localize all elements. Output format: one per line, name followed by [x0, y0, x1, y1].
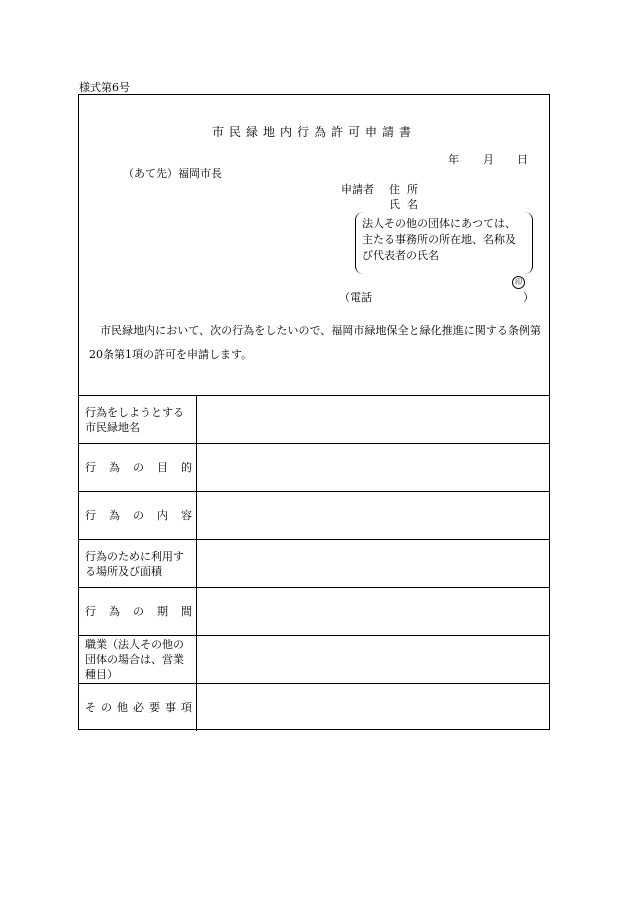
row-label: [79, 492, 197, 539]
phone-label: （電話: [339, 291, 372, 304]
row-label-text: 行為の内容: [85, 509, 192, 522]
table-row: [79, 443, 549, 491]
table-row: [79, 635, 549, 683]
application-statement: 市民緑地内において、次の行為をしたいので、福岡市緑地保全と緑化推進に関する条例第20条第1項の許可を申請します。: [89, 324, 541, 361]
content-field[interactable]: [197, 492, 549, 539]
applicant-label: 申請者: [341, 183, 374, 196]
form-number: 様式第6号: [79, 81, 130, 94]
row-label: [79, 588, 197, 635]
row-label-text: 職業（法人その他の団体の場合は、営業種目）: [85, 638, 184, 681]
date-day-label: 日: [517, 153, 528, 166]
corporate-note-line: 法人その他の団体にあつては、: [362, 217, 516, 230]
row-label-text: 行為のために利用する場所及び面積: [85, 549, 184, 578]
row-label-text: 行為の目的: [85, 461, 192, 474]
application-details-table: [79, 395, 549, 731]
name-label: 氏名: [389, 198, 425, 211]
corporate-note: [362, 216, 516, 264]
period-field[interactable]: [197, 588, 549, 635]
occupation-field[interactable]: [197, 636, 549, 683]
row-label-text: その他必要事項: [85, 701, 192, 714]
seal-mark: 印: [512, 276, 525, 289]
address-label: 住所: [389, 183, 425, 196]
table-row: [79, 683, 549, 731]
other-matters-field[interactable]: [197, 684, 549, 731]
row-label: [79, 636, 197, 683]
green-space-name-field[interactable]: [197, 396, 549, 443]
table-row: [79, 491, 549, 539]
addressee: （あて先）福岡市長: [123, 167, 222, 180]
date-year-label: 年: [448, 153, 459, 166]
date-month-label: 月: [483, 153, 494, 166]
location-area-field[interactable]: [197, 540, 549, 587]
row-label: [79, 540, 197, 587]
purpose-field[interactable]: [197, 444, 549, 491]
phone-close-paren: ）: [523, 291, 534, 304]
table-row: [79, 587, 549, 635]
table-row: [79, 395, 549, 443]
application-form: [78, 94, 550, 730]
table-row: [79, 539, 549, 587]
corporate-note-line: び代表者の氏名: [362, 249, 439, 262]
form-header-section: [79, 95, 549, 395]
row-label-text: 行為の期間: [85, 605, 192, 618]
row-label: [79, 684, 197, 731]
row-label: [79, 444, 197, 491]
row-label-text: 行為をしようとする市民緑地名: [85, 405, 184, 434]
corporate-note-line: 主たる事務所の所在地、名称及: [362, 233, 516, 246]
form-title: 市民緑地内行為許可申請書: [211, 125, 416, 139]
row-label: [79, 396, 197, 443]
